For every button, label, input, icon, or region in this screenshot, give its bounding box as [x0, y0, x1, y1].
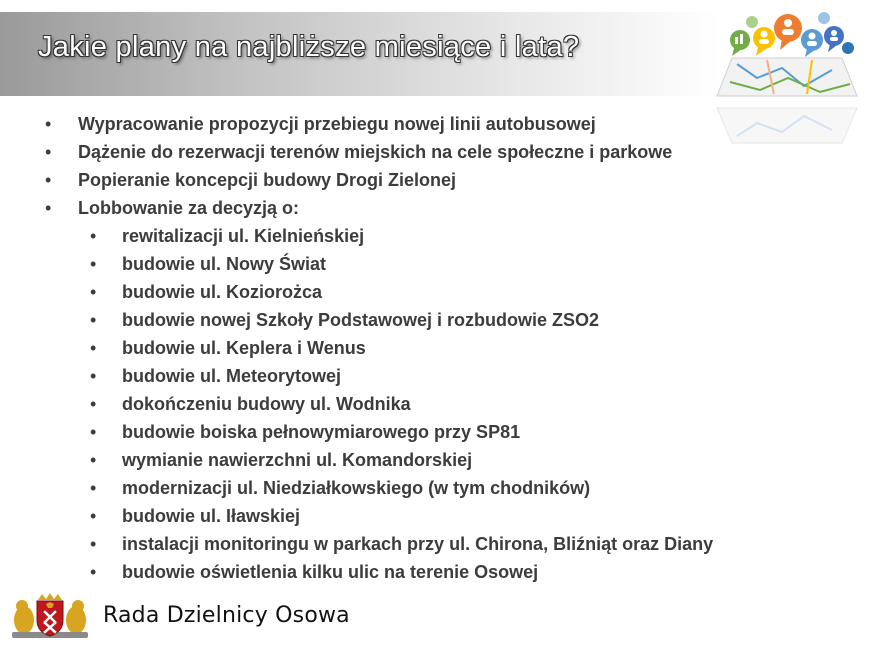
sub-bullet-item: • budowie ul. Keplera i Wenus [0, 334, 713, 362]
sub-bullet-item: • budowie ul. Nowy Świat [0, 250, 713, 278]
footer-label: Rada Dzielnicy Osowa [103, 603, 350, 628]
bullet-item: • Dążenie do rezerwacji terenów miejskich na cele społeczne i parkowe [0, 138, 713, 166]
social-network-map-icon [712, 8, 862, 158]
bullet-item: • Wypracowanie propozycji przebiegu nowej linii autobusowej [0, 110, 713, 138]
sub-bullet-item: • wymianie nawierzchni ul. Komandorskiej [0, 446, 713, 474]
sub-bullet-item: • dokończeniu budowy ul. Wodnika [0, 390, 713, 418]
sub-bullet-item: • modernizacji ul. Niedziałkowskiego (w tym chodników) [0, 474, 713, 502]
sub-bullet-item: • budowie ul. Koziorożca [0, 278, 713, 306]
gdansk-coat-of-arms-icon [10, 590, 90, 640]
sub-bullet-item: • budowie nowej Szkoły Podstawowej i rozbudowie ZSO2 [0, 306, 713, 334]
bullet-item: • Lobbowanie za decyzją o: [0, 194, 713, 222]
sub-bullet-item: • budowie oświetlenia kilku ulic na terenie Osowej [0, 558, 713, 586]
slide-title: Jakie plany na najbliższe miesiące i lata? [38, 31, 580, 63]
sub-bullet-item: • rewitalizacji ul. Kielnieńskiej [0, 222, 713, 250]
bullet-list [0, 110, 713, 586]
sub-bullet-item: • instalacji monitoringu w parkach przy ul. Chirona, Bliźniąt oraz Diany [0, 530, 713, 558]
sub-bullet-item: • budowie ul. Meteorytowej [0, 362, 713, 390]
sub-bullet-item: • budowie ul. Iławskiej [0, 502, 713, 530]
bullet-item: • Popieranie koncepcji budowy Drogi Zielonej [0, 166, 713, 194]
sub-bullet-item: • budowie boiska pełnowymiarowego przy SP81 [0, 418, 713, 446]
